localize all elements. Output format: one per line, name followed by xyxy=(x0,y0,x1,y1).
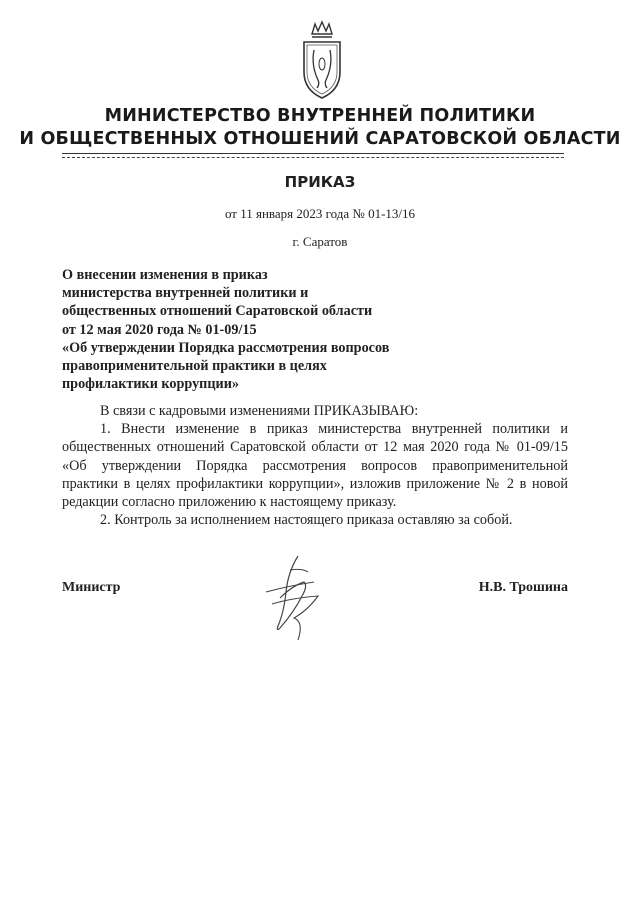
header-rule-secondary xyxy=(62,157,564,158)
ministry-name-line2: И ОБЩЕСТВЕННЫХ ОТНОШЕНИЙ САРАТОВСКОЙ ОБЛАСТИ xyxy=(19,129,621,149)
order-subject xyxy=(62,266,422,393)
intro-paragraph: В связи с кадровыми изменениями ПРИКАЗЫВАЮ: xyxy=(100,403,419,419)
subject-line: правоприменительной практики в целях xyxy=(62,358,327,375)
item1-line: практики в целях профилактики коррупции», изложив приложение № 2 в новой xyxy=(62,475,568,492)
coat-of-arms-icon xyxy=(296,20,348,100)
subject-line: О внесении изменения в приказ xyxy=(62,267,268,283)
subject-line: «Об утверждении Порядка рассмотрения вопросов xyxy=(62,339,390,356)
order-date-number: от 11 января 2023 года № 01-13/16 xyxy=(224,206,416,221)
item1-line: редакции согласно приложению к настоящему приказу. xyxy=(62,494,397,511)
item1-line: 1. Внести изменение в приказ министерства внутренней политики и xyxy=(100,421,568,438)
order-body xyxy=(62,402,568,529)
signatory-name: Н.В. Трошина xyxy=(478,580,568,595)
signatory-position: Министр xyxy=(62,580,121,595)
subject-line: министерства внутренней политики и xyxy=(62,285,309,302)
subject-line: профилактики коррупции» xyxy=(62,376,239,393)
handwritten-signature-icon xyxy=(258,552,328,644)
ministry-name-line1: МИНИСТЕРСТВО ВНУТРЕННЕЙ ПОЛИТИКИ xyxy=(104,106,536,126)
subject-line: от 12 мая 2020 года № 01-09/15 xyxy=(62,321,257,338)
item1-line: общественных отношений Саратовской области от 12 мая 2020 года № 01-09/15 xyxy=(62,439,568,456)
order-city: г. Саратов xyxy=(292,234,348,249)
subject-line: общественных отношений Саратовской области xyxy=(62,303,373,320)
document-title: ПРИКАЗ xyxy=(284,173,356,191)
header-rule xyxy=(62,153,564,154)
item1-line: «Об утверждении Порядка рассмотрения вопросов правоприменительной xyxy=(62,457,568,474)
item2-paragraph: 2. Контроль за исполнением настоящего приказа оставляю за собой. xyxy=(100,512,513,529)
